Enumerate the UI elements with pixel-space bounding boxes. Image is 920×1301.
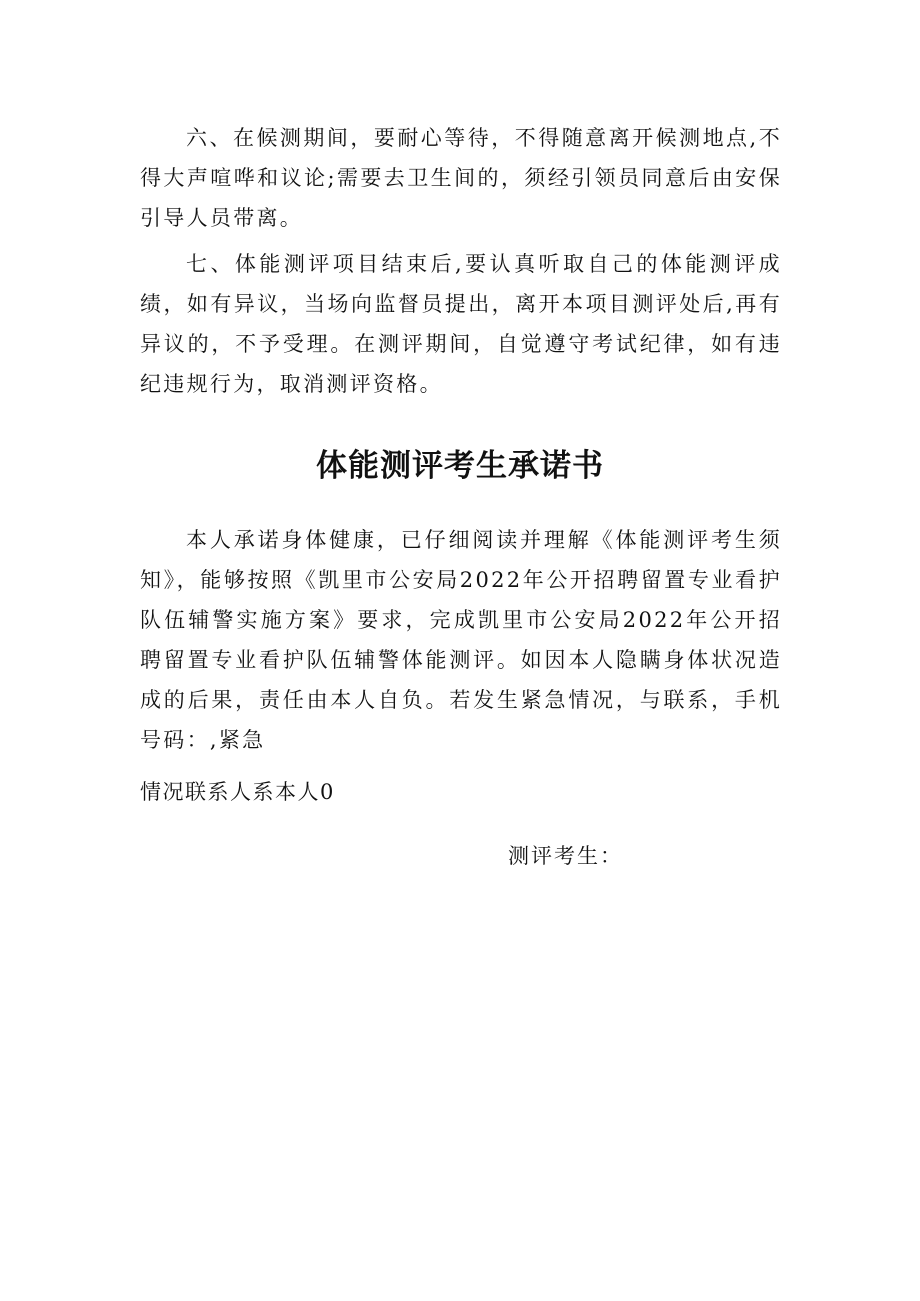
rule-item-seven: 七、体能测评项目结束后,要认真听取自己的体能测评成绩，如有异议，当场向监督员提出，离开本项目测评处后,再有异议的，不予受理。在测评期间，自觉遵守考试纪律，如有违纪违规行为，取消测评资格。 — [140, 252, 782, 396]
signature-label: 测评考生： — [508, 844, 623, 868]
rule-item-six: 六、在候测期间，要耐心等待，不得随意离开候测地点,不得大声喧哗和议论;需要去卫生间的，须经引领员同意后由安保引导人员带离。 — [140, 126, 782, 230]
rules-section — [140, 118, 782, 410]
emergency-contact-line: 情况联系人系本人0 — [140, 780, 335, 804]
pledge-title: 体能测评考生承诺书 — [316, 448, 604, 484]
pledge-body: 本人承诺身体健康，已仔细阅读并理解《体能测评考生须知》，能够按照《凯里市公安局2022年公开招聘留置专业看护队伍辅警实施方案》要求，完成凯里市公安局2022年公开招聘留置专业看护队伍辅警体能测评。如因本人隐瞒身体状况造成的后果，责任由本人自负。若发生紧急情况，与联系，手机号码：,紧急 — [140, 528, 782, 752]
